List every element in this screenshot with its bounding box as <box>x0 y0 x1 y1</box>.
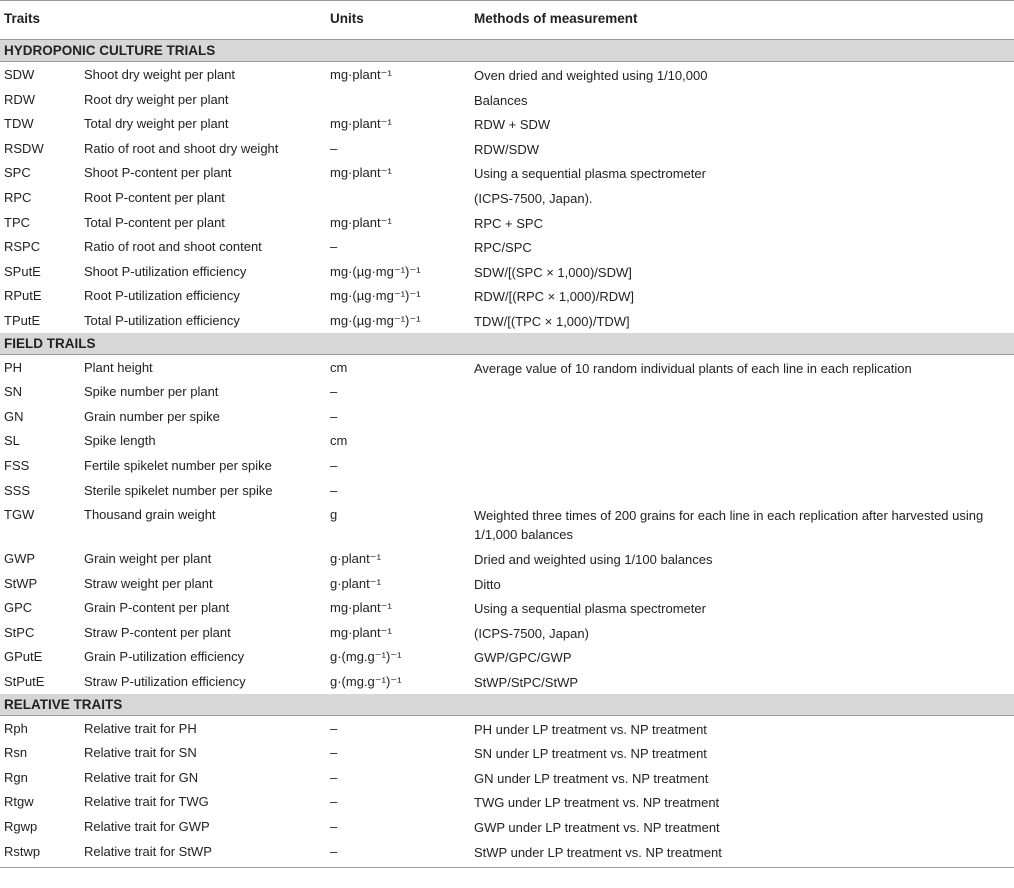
trait-unit: mg·plant⁻¹ <box>330 67 392 82</box>
trait-method: StWP/StPC/StWP <box>474 675 579 691</box>
trait-abbr: RPC <box>4 189 32 205</box>
table-row <box>0 716 1014 741</box>
trait-name: Total dry weight per plant <box>84 116 229 132</box>
table-row <box>0 453 1014 478</box>
table-row <box>0 234 1014 259</box>
section-title: FIELD TRAILS <box>4 335 96 351</box>
trait-unit: – <box>330 140 338 156</box>
trait-unit: – <box>330 384 338 400</box>
trait-abbr: Rph <box>4 720 28 736</box>
trait-abbr: SN <box>4 384 23 400</box>
trait-unit: mg·(µg·mg⁻¹)⁻¹ <box>330 312 421 328</box>
table-row <box>0 765 1014 790</box>
trait-name: Ratio of root and shoot dry weight <box>84 140 279 156</box>
table-row <box>0 789 1014 814</box>
trait-method: Average value of 10 random individual plants of each line in each replication <box>474 360 912 376</box>
trait-method: RPC/SPC <box>474 240 532 256</box>
trait-abbr: Rgn <box>4 769 28 785</box>
trait-abbr: TPutE <box>4 312 41 328</box>
trait-name: Spike length <box>84 433 156 449</box>
trait-unit: mg·plant⁻¹ <box>330 624 392 640</box>
trait-unit: g·plant⁻¹ <box>330 551 381 567</box>
trait-abbr: TDW <box>4 116 34 132</box>
trait-name: Thousand grain weight <box>84 507 216 523</box>
trait-abbr: SPutE <box>4 263 41 279</box>
trait-abbr: GPC <box>4 600 33 616</box>
section-title: RELATIVE TRAITS <box>4 696 123 712</box>
trait-name: Ratio of root and shoot content <box>84 239 262 255</box>
header-methods: Methods of measurement <box>474 11 638 26</box>
section-header <box>0 694 1014 716</box>
table-row <box>0 620 1014 645</box>
trait-unit: mg·plant⁻¹ <box>330 600 392 616</box>
table-row <box>0 814 1014 839</box>
table-row <box>0 185 1014 210</box>
trait-method: Ditto <box>474 576 501 592</box>
trait-name: Root dry weight per plant <box>84 91 229 107</box>
trait-unit: – <box>330 457 338 473</box>
trait-name: Plant height <box>84 359 153 375</box>
table-row <box>0 210 1014 235</box>
trait-method: TWG under LP treatment vs. NP treatment <box>474 795 720 811</box>
trait-abbr: StWP <box>4 575 38 591</box>
trait-method: Oven dried and weighted using 1/10,000 <box>474 68 708 83</box>
trait-unit: mg·(µg·mg⁻¹)⁻¹ <box>330 263 421 279</box>
trait-method: Using a sequential plasma spectrometer <box>474 166 706 182</box>
trait-method: PH under LP treatment vs. NP treatment <box>474 721 707 737</box>
trait-abbr: Rtgw <box>4 794 34 810</box>
table-row <box>0 283 1014 308</box>
trait-name: Sterile spikelet number per spike <box>84 482 273 498</box>
header-units: Units <box>330 11 364 26</box>
trait-name: Total P-utilization efficiency <box>84 312 240 328</box>
trait-abbr: Rsn <box>4 745 28 761</box>
table-row <box>0 571 1014 596</box>
trait-name: Total P-content per plant <box>84 214 225 230</box>
trait-unit: – <box>330 769 338 785</box>
trait-abbr: RPutE <box>4 288 42 304</box>
table-row <box>0 478 1014 503</box>
table-row <box>0 644 1014 669</box>
section-header <box>0 40 1014 62</box>
table-bottom-rule <box>0 867 1014 868</box>
trait-method: GWP under LP treatment vs. NP treatment <box>474 820 720 836</box>
trait-abbr: GPutE <box>4 649 43 665</box>
trait-abbr: RSPC <box>4 239 41 255</box>
trait-unit: g <box>330 507 338 523</box>
table-row <box>0 62 1014 87</box>
table-row <box>0 839 1014 864</box>
table-row <box>0 87 1014 112</box>
trait-method: SN under LP treatment vs. NP treatment <box>474 746 707 762</box>
trait-abbr: FSS <box>4 457 30 473</box>
trait-name: Relative trait for SN <box>84 745 197 761</box>
trait-abbr: SL <box>4 433 20 449</box>
trait-name: Shoot P-content per plant <box>84 165 232 181</box>
trait-abbr: Rstwp <box>4 843 41 859</box>
trait-unit: g·(mg.g⁻¹)⁻¹ <box>330 649 402 665</box>
trait-unit: – <box>330 408 338 424</box>
table-row <box>0 740 1014 765</box>
trait-name: Grain number per spike <box>84 408 220 424</box>
table-row <box>0 595 1014 620</box>
table-row <box>0 428 1014 453</box>
trait-unit: cm <box>330 359 348 375</box>
trait-name: Relative trait for StWP <box>84 843 212 859</box>
trait-abbr: SDW <box>4 67 35 82</box>
table-body <box>0 40 1014 863</box>
table-row <box>0 379 1014 404</box>
table-row <box>0 259 1014 284</box>
trait-method: TDW/[(TPC × 1,000)/TDW] <box>474 313 630 329</box>
trait-method: Dried and weighted using 1/100 balances <box>474 552 713 568</box>
trait-method: Using a sequential plasma spectrometer <box>474 601 706 617</box>
trait-name: Grain P-content per plant <box>84 600 230 616</box>
trait-abbr: GN <box>4 408 24 424</box>
trait-unit: – <box>330 819 338 835</box>
trait-method: RDW/SDW <box>474 141 539 157</box>
trait-unit: g·(mg.g⁻¹)⁻¹ <box>330 674 402 690</box>
table-row <box>0 308 1014 333</box>
trait-unit: mg·plant⁻¹ <box>330 116 392 132</box>
trait-abbr: RDW <box>4 91 36 107</box>
trait-unit: g·plant⁻¹ <box>330 575 381 591</box>
trait-unit: – <box>330 794 338 810</box>
trait-method: Weighted three times of 200 grains for each line in each replication after harvested using 1/1,000 balances <box>474 508 984 543</box>
trait-unit: – <box>330 745 338 761</box>
trait-name: Shoot dry weight per plant <box>84 67 236 82</box>
table-row <box>0 546 1014 571</box>
table-header <box>0 0 1014 40</box>
trait-name: Root P-content per plant <box>84 189 225 205</box>
trait-abbr: Rgwp <box>4 819 38 835</box>
trait-unit: – <box>330 239 338 255</box>
trait-name: Grain P-utilization efficiency <box>84 649 245 665</box>
trait-name: Relative trait for PH <box>84 720 197 736</box>
trait-unit: – <box>330 482 338 498</box>
trait-name: Straw P-content per plant <box>84 624 231 640</box>
trait-name: Relative trait for GWP <box>84 819 210 835</box>
trait-method: (ICPS-7500, Japan) <box>474 625 589 641</box>
trait-method: GN under LP treatment vs. NP treatment <box>474 770 709 786</box>
trait-name: Spike number per plant <box>84 384 219 400</box>
table-row <box>0 355 1014 380</box>
trait-abbr: StPutE <box>4 674 45 690</box>
trait-unit: mg·plant⁻¹ <box>330 165 392 181</box>
trait-method: RPC + SPC <box>474 215 543 231</box>
trait-abbr: SSS <box>4 482 31 498</box>
section-header <box>0 333 1014 355</box>
table-row <box>0 111 1014 136</box>
trait-name: Shoot P-utilization efficiency <box>84 263 247 279</box>
table-row <box>0 136 1014 161</box>
trait-method: (ICPS-7500, Japan). <box>474 190 593 206</box>
trait-abbr: PH <box>4 359 23 375</box>
trait-method: Balances <box>474 92 528 108</box>
trait-abbr: SPC <box>4 165 31 181</box>
trait-abbr: RSDW <box>4 140 44 156</box>
trait-name: Grain weight per plant <box>84 551 212 567</box>
trait-name: Root P-utilization efficiency <box>84 288 240 304</box>
trait-name: Fertile spikelet number per spike <box>84 457 272 473</box>
trait-unit: – <box>330 720 338 736</box>
trait-abbr: StPC <box>4 624 35 640</box>
trait-method: RDW/[(RPC × 1,000)/RDW] <box>474 289 634 305</box>
trait-unit: mg·plant⁻¹ <box>330 214 392 230</box>
trait-unit: mg·(µg·mg⁻¹)⁻¹ <box>330 288 421 304</box>
trait-unit: – <box>330 843 338 859</box>
trait-method: RDW + SDW <box>474 117 551 133</box>
trait-name: Straw P-utilization efficiency <box>84 674 246 690</box>
trait-name: Relative trait for GN <box>84 769 199 785</box>
trait-method: GWP/GPC/GWP <box>474 650 572 666</box>
table-row <box>0 502 1014 546</box>
table-row <box>0 669 1014 694</box>
trait-name: Straw weight per plant <box>84 575 213 591</box>
trait-abbr: TPC <box>4 214 30 230</box>
table-row <box>0 160 1014 185</box>
header-traits: Traits <box>4 11 41 26</box>
table-row <box>0 404 1014 429</box>
trait-method: SDW/[(SPC × 1,000)/SDW] <box>474 264 632 280</box>
trait-abbr: GWP <box>4 551 36 567</box>
trait-method: StWP under LP treatment vs. NP treatment <box>474 844 722 860</box>
section-title: HYDROPONIC CULTURE TRIALS <box>4 43 216 58</box>
trait-abbr: TGW <box>4 507 35 523</box>
trait-unit: cm <box>330 433 348 449</box>
trait-name: Relative trait for TWG <box>84 794 209 810</box>
